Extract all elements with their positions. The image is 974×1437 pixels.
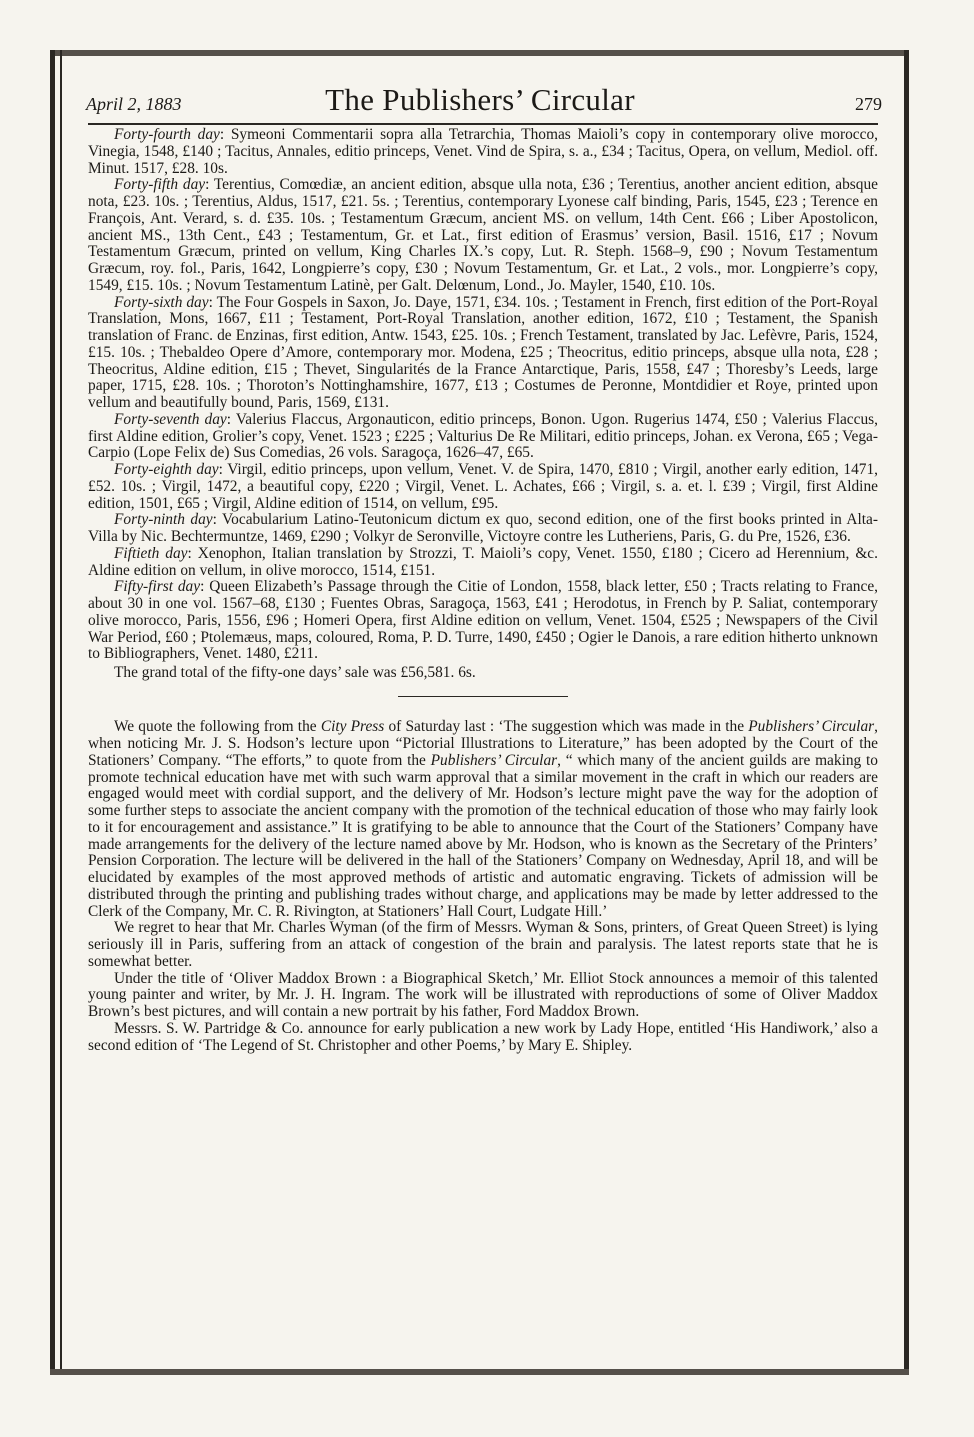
sale-day-text: : Queen Elizabeth’s Passage through the Citie of London, 1558, black letter, £50 ; Tracts relating to France, about 30 in one vol. 1567–68, £130 ; Fuentes Obras, Saragoça, 1563, £41 ; Herodotus, in French by P. Saliat, contemporary olive morocco, Paris, 1556, £96 ; Homeri Opera, first Aldine edition on vellum, Venet. 1504, £525 ; Newspapers of the Civil War Period, £60 ; Ptolemæus, maps, coloured, Roma, P. D. Turre, 1490, £450 ; Ogier le Danois, a rare edition hitherto unknown to Bibliographers, Venet. 1480, £211. [88,578,879,663]
top-border [50,50,909,56]
wyman-paragraph: We regret to hear that Mr. Charles Wyman (of the firm of Messrs. Wyman & Sons, printers, of Great Queen Street) is lying seriously ill in Paris, suffering from an attack of congestion of the brain and paralysis. The latest reports state that he is somewhat better. [88,919,878,970]
sale-day-paragraph [88,512,878,546]
right-border [904,50,909,1375]
bottom-border [50,1369,909,1375]
sale-day-label: Forty-fourth day [114,126,220,143]
partridge-paragraph: Messrs. S. W. Partridge & Co. announce for early publication a new work by Lady Hope, entitled ‘His Handiwork,’ also a second edition of ‘The Legend of St. Christopher and other Poems,’ by Mary E. Shipley. [88,1019,878,1054]
sale-day-paragraph [88,127,878,177]
section-separator [398,696,568,698]
city-press-paragraph [88,719,878,920]
text-run: We quote the following from the [114,718,321,736]
text-run: , “ which many of the ancient guilds are making to promote technical education have met with such warm approval that a similar movement in the craft in which our readers are engaged would meet with cordial support, and the delivery of Mr. Hodson’s lecture might pave the way for the adoption of some further steps to associate the ancient company with the promotion of the technical education of those who may fairly look to it for encouragement and assistance.” It is gratifying to be able to announce that the Court of the Stationers’ Company have made arrangements for the delivery of the lecture named above by Mr. Hodson, who is known as the Secretary of the Printers’ Pension Corporation. The lecture will be delivered in the hall of the Stationers’ Company on Wednesday, April 18, and will be elucidated by examples of the most approved methods of artistic and automatic engraving. Tickets of admission will be distributed through the printing and publishing trades without charge, and applications may be made by letter addressed to the Clerk of the Company, Mr. C. R. Rivington, at Stationers’ Hall Court, Ludgate Hill.’ [88,751,878,920]
text-run: , when noticing Mr. J. S. Hodson’s lecture upon “Pictorial Illustrations to Literature,” has been adopted by the Court of the Stationers’ Company. “The efforts,” to quote from the [88,718,878,769]
issue-date: April 2, 1883 [86,94,182,114]
sale-day-text: : Symeoni Commentarii sopra alla Tetrarchia, Thomas Maioli’s copy in contemporary olive morocco, Vinegia, 1548, £140 ; Tacitus, Annales, editio princeps, Venet. Vind de Spira, s. a., £34 ; Tacitus, Opera, on vellum, Mediol. off. Minut. 1517, £28. 10s. [88,126,878,177]
sale-day-label: Forty-seventh day [114,410,227,428]
maddox-brown-paragraph: Under the title of ‘Oliver Maddox Brown : a Biographical Sketch,’ Mr. Elliot Stock announces a memoir of this talented young painter and writer, by Mr. J. H. Ingram. The work will be illustrated with reproductions of some of Oliver Maddox Brown’s best pictures, and will contain a new portrait by his father, Ford Maddox Brown. [88,969,878,1020]
page-header [78,80,882,120]
sale-day-paragraph [88,579,878,663]
sale-day-paragraph [88,546,878,580]
sale-day-label: Forty-sixth day [114,293,209,311]
sale-day-text: : Xenophon, Italian translation by Strozzi, T. Maioli’s copy, Venet. 1550, £180 ; Cicero ad Herennium, &c. Aldine edition on vellum, in olive morocco, 1514, £151. [88,544,878,579]
publication-name: Publishers’ Circular [430,751,558,769]
publication-name: City Press [320,718,385,736]
sale-day-text: : Valerius Flaccus, Argonauticon, editio princeps, Bonon. Ugon. Rugerius 1474, £50 ; Valerius Flaccus, first Aldine edition, Grolier’s copy, Venet. 1523 ; £225 ; Valturius De Re Militari, editio princeps, Johan. ex Verona, £65 ; Vega-Carpio (Lope Felix de) Sus Comedias, 26 vols. Saragoça, 1626–47, £65. [88,410,878,462]
sale-day-label: Forty-fifth day [114,176,206,194]
page-number: 279 [855,94,882,114]
sale-day-text: : Virgil, editio princeps, upon vellum, Venet. V. de Spira, 1470, £810 ; Virgil, another early edition, 1471, £52. 10s. ; Virgil, 1472, a beautiful copy, £220 ; Virgil, Venet. L. Achates, £66 ; Virgil, s. a. et. l. £39 ; Virgil, first Aldine edition, 1501, £65 ; Virgil, Aldine edition of 1514, on vellum, £95. [88,461,878,512]
text-run: of Saturday last : ‘The suggestion which was made in the [384,718,749,736]
sale-day-label: Forty-eighth day [114,461,219,478]
sale-day-paragraph [88,462,878,512]
left-border-inner [60,50,62,1375]
sale-day-paragraph [88,412,878,462]
sale-day-text: : The Four Gospels in Saxon, Jo. Daye, 1571, £34. 10s. ; Testament in French, first edition of the Port-Royal Translation, Mons, 1667, £11 ; Testament, Port-Royal Translation, another edition, 1672, £10 ; Testament, the Spanish translation of Franc. de Enzinas, first edition, Antw. 1543, £25. 10s. ; French Testament, translated by Jac. Lefèvre, Paris, 1524, £15. 10s. ; Thebaldeo Opere d’Amore, contemporary mor. Modena, £25 ; Theocritus, editio princeps, absque ulla nota, £28 ; Theocritus, Aldine edition, £15 ; Thevet, Singularités de la France Antarctique, Paris, 1558, £47 ; Thoresby’s Leeds, large paper, 1715, £28. 10s. ; Thoroton’s Nottinghamshire, 1677, £13 ; Costumes de Peronne, Montdidier et Roye, printed upon vellum and beautifully bound, Paris, 1569, £131. [88,293,878,411]
header-rule [88,123,878,125]
sale-day-label: Fiftieth day [114,544,188,562]
left-border [50,50,55,1375]
grand-total: The grand total of the fifty-one days’ sale was £56,581. 6s. [114,664,476,681]
sale-day-text: : Vocabularium Latino-Teutonicum dictum ex quo, second edition, one of the first books printed in Alta-Villa by Nic. Bechtermuntze, 1469, £290 ; Volkyr de Seronville, Victoyre contre les Lutheriens, Paris, G. du Pre, 1526, £36. [88,511,878,545]
sale-day-paragraph [88,177,878,294]
article-body [88,127,878,1054]
sale-day-label: Fifty-first day [114,578,201,596]
publication-title: The Publishers’ Circular [325,82,635,117]
publication-name: Publishers’ Circular [748,718,875,736]
sale-day-text: : Terentius, Comœdiæ, an ancient edition, absque ulla nota, £36 ; Terentius, another ancient edition, absque nota, £23. 10s. ; Terentius, Aldus, 1517, £21. 5s. ; Terentius, contemporary Lyonese calf binding, Paris, 1545, £23 ; Terence en François, Ant. Verard, s. d. £35. 10s. ; Testamentum Græcum, ancient MS. on vellum, 14th Cent. £66 ; Liber Apostolicon, ancient MS., 13th Cent., £43 ; Testamentum, Gr. et Lat., first edition of Erasmus’ version, Basil. 1516, £17 ; Novum Testamentum Græcum, printed on vellum, King Charles IX.’s copy, Lut. R. Steph. 1568–9, £90 ; Novum Testamentum Græcum, roy. fol., Paris, 1642, Longpierre’s copy, £30 ; Novum Testamentum, Gr. et Lat., 2 vols., mor. Longpierre’s copy, 1549, £15. 10s. ; Novum Testamentum Latinè, per Galt. Delœnum, Lond., Jo. Mayler, 1540, £10. 10s. [88,176,878,294]
sale-day-label: Forty-ninth day [114,511,213,529]
sale-day-paragraph [88,295,878,412]
